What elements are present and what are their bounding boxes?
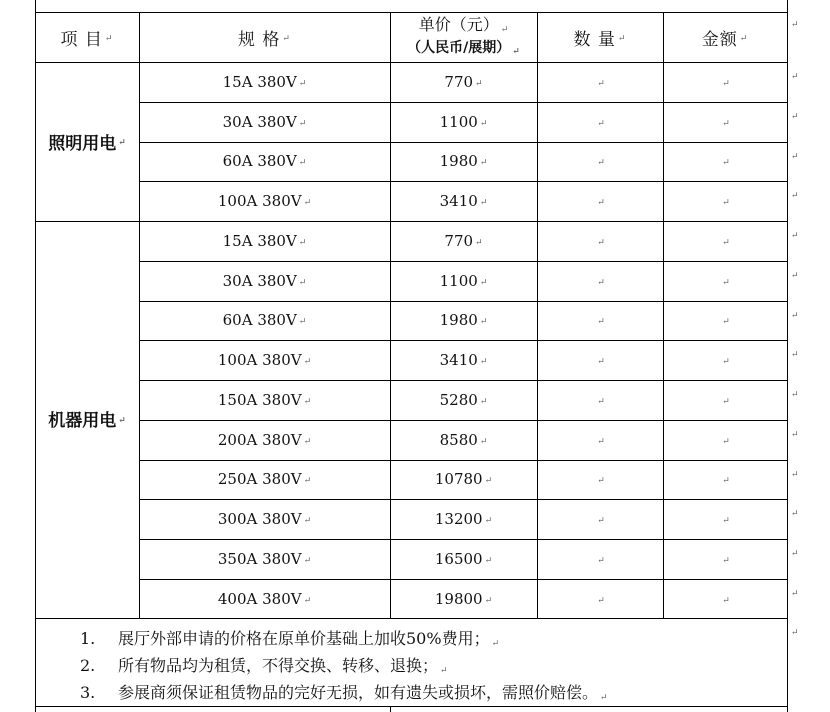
header-item-label: 项 目: [60, 29, 103, 50]
spec-cell: [139, 460, 390, 500]
price-cell-value: 3410: [439, 351, 478, 370]
row-end-mark: ↵: [791, 20, 799, 30]
paragraph-mark: ↵: [512, 46, 520, 57]
quantity-cell: [537, 380, 663, 420]
paragraph-mark: ↵: [298, 317, 307, 328]
paragraph-mark: ↵: [298, 237, 307, 248]
paragraph-mark: ↵: [104, 34, 114, 44]
paragraph-mark: ↵: [597, 317, 605, 328]
header-item: [35, 12, 139, 62]
group-label-lighting: [35, 62, 139, 220]
price-cell: [390, 499, 537, 539]
note-item: [80, 680, 608, 703]
spec-cell: [139, 62, 390, 102]
row-end-mark: ↵: [791, 151, 799, 162]
quantity-cell: [537, 102, 663, 142]
group-name: 照明用电: [48, 133, 117, 154]
note-text: 所有物品均为租赁，不得交换、转移、退换；: [118, 656, 439, 675]
header-price-line1: 单价（元）: [418, 14, 499, 34]
paragraph-mark: ↵: [298, 78, 307, 89]
amount-cell: [663, 181, 787, 221]
paragraph-mark: ↵: [722, 436, 730, 447]
price-cell-value: 1100: [439, 112, 478, 131]
amount-cell: [663, 420, 787, 460]
paragraph-mark: ↵: [597, 78, 605, 89]
paragraph-mark: ↵: [597, 396, 605, 407]
spec-cell: [139, 499, 390, 539]
row-end-mark: ↵: [791, 509, 799, 520]
paragraph-mark: ↵: [475, 237, 483, 248]
paragraph-mark: ↵: [722, 476, 730, 487]
paragraph-mark: ↵: [597, 277, 605, 288]
quantity-cell: [537, 579, 663, 619]
quantity-cell: [537, 221, 663, 261]
paragraph-mark: ↵: [479, 436, 488, 447]
spec-cell-value: 60A 380V: [222, 311, 297, 330]
amount-cell: [663, 62, 787, 102]
paragraph-mark: ↵: [722, 516, 730, 527]
paragraph-mark: ↵: [484, 516, 493, 527]
paragraph-mark: ↵: [597, 476, 605, 487]
amount-cell: [663, 261, 787, 301]
paragraph-mark: ↵: [722, 396, 730, 407]
amount-cell: [663, 380, 787, 420]
quantity-cell: [537, 539, 663, 579]
paragraph-mark: ↵: [303, 198, 312, 209]
row-end-mark: ↵: [791, 270, 799, 281]
spec-cell-value: 250A 380V: [217, 470, 302, 489]
paragraph-mark: ↵: [479, 118, 488, 129]
paragraph-mark: ↵: [303, 516, 312, 527]
amount-cell: [663, 499, 787, 539]
price-cell-value: 770: [444, 231, 474, 250]
paragraph-mark: ↵: [722, 118, 730, 129]
paragraph-mark: ↵: [722, 158, 730, 169]
spec-cell-value: 100A 380V: [217, 351, 302, 370]
row-end-mark: ↵: [791, 310, 799, 321]
group-name: 机器用电: [48, 411, 117, 431]
paragraph-mark: ↵: [484, 595, 493, 606]
paragraph-mark: ↵: [303, 555, 312, 566]
price-cell-value: 3410: [439, 192, 478, 211]
paragraph-mark: ↵: [500, 24, 509, 35]
note-number: 3.: [80, 683, 96, 702]
amount-cell: [663, 340, 787, 380]
row-end-mark: ↵: [791, 191, 799, 202]
price-cell: [390, 380, 537, 420]
spec-cell: [139, 380, 390, 420]
amount-cell: [663, 221, 787, 261]
header-amount-label: 金额: [701, 29, 738, 50]
grid-line-horizontal: [35, 706, 788, 707]
quantity-cell: [537, 142, 663, 182]
price-cell: [390, 460, 537, 500]
spec-cell: [139, 102, 390, 142]
group-label-machine: [35, 220, 139, 617]
price-cell: [390, 340, 537, 380]
spec-cell: [139, 301, 390, 341]
amount-cell: [663, 539, 787, 579]
header-spec: [139, 12, 390, 62]
spec-cell-value: 350A 380V: [217, 549, 302, 568]
price-cell-value: 16500: [434, 549, 483, 568]
price-cell-value: 10780: [434, 470, 483, 489]
price-cell-value: 8580: [439, 430, 478, 449]
paragraph-mark: ↵: [479, 158, 488, 169]
row-end-mark: ↵: [791, 628, 799, 638]
paragraph-mark: ↵: [303, 357, 312, 368]
paragraph-mark: ↵: [303, 396, 312, 407]
paragraph-mark: ↵: [597, 158, 605, 169]
price-cell-value: 1100: [439, 271, 478, 290]
spec-cell-value: 300A 380V: [217, 510, 302, 529]
header-price-line2: （人民币/展期）: [407, 39, 511, 56]
quantity-cell: [537, 62, 663, 102]
paragraph-mark: ↵: [600, 693, 608, 703]
paragraph-mark: ↵: [597, 198, 605, 209]
price-cell: [390, 539, 537, 579]
spec-cell-value: 30A 380V: [222, 271, 297, 290]
paragraph-mark: ↵: [722, 357, 730, 368]
paragraph-mark: ↵: [282, 34, 291, 44]
quantity-cell: [537, 420, 663, 460]
price-cell-value: 770: [444, 72, 474, 91]
paragraph-mark: ↵: [722, 317, 730, 328]
paragraph-mark: ↵: [739, 34, 749, 44]
row-end-mark: ↵: [791, 390, 799, 400]
row-end-mark: ↵: [791, 72, 799, 82]
row-end-mark: ↵: [791, 111, 799, 122]
quantity-cell: [537, 499, 663, 539]
paragraph-mark: ↵: [484, 555, 493, 566]
price-cell-value: 1980: [439, 152, 478, 171]
amount-cell: [663, 142, 787, 182]
price-cell: [390, 261, 537, 301]
paragraph-mark: ↵: [597, 555, 605, 566]
header-price: [390, 12, 537, 62]
price-cell-value: 19800: [434, 589, 483, 608]
paragraph-mark: ↵: [118, 415, 126, 426]
spec-cell: [139, 579, 390, 619]
spec-cell: [139, 340, 390, 380]
header-spec-label: 规 格: [238, 29, 281, 50]
amount-cell: [663, 102, 787, 142]
spec-cell: [139, 142, 390, 182]
paragraph-mark: ↵: [298, 277, 307, 288]
amount-cell: [663, 301, 787, 341]
amount-cell: [663, 579, 787, 619]
quantity-cell: [537, 340, 663, 380]
paragraph-mark: ↵: [722, 237, 730, 248]
spec-cell-value: 200A 380V: [217, 430, 302, 449]
paragraph-mark: ↵: [722, 555, 730, 566]
spec-cell-value: 15A 380V: [222, 231, 297, 250]
price-cell-value: 13200: [434, 510, 483, 529]
price-cell: [390, 102, 537, 142]
paragraph-mark: ↵: [475, 78, 483, 89]
row-end-mark: ↵: [791, 588, 799, 599]
note-text: 参展商须保证租赁物品的完好无损，如有遗失或损坏，需照价赔偿。: [118, 683, 599, 702]
paragraph-mark: ↵: [479, 198, 488, 209]
price-cell-value: 5280: [439, 390, 478, 409]
price-cell: [390, 221, 537, 261]
row-end-mark: ↵: [791, 549, 799, 559]
paragraph-mark: ↵: [722, 198, 730, 209]
paragraph-mark: ↵: [597, 436, 605, 447]
price-cell: [390, 579, 537, 619]
paragraph-mark: ↵: [597, 595, 605, 606]
spec-cell-value: 15A 380V: [222, 72, 297, 91]
paragraph-mark: ↵: [491, 639, 500, 649]
row-end-mark: ↵: [791, 469, 799, 480]
paragraph-mark: ↵: [617, 34, 627, 44]
spec-cell: [139, 420, 390, 460]
quantity-cell: [537, 460, 663, 500]
price-cell: [390, 181, 537, 221]
paragraph-mark: ↵: [479, 317, 488, 328]
paragraph-mark: ↵: [303, 436, 312, 447]
paragraph-mark: ↵: [597, 516, 605, 527]
spec-cell-value: 400A 380V: [217, 589, 302, 608]
paragraph-mark: ↵: [298, 158, 307, 169]
paragraph-mark: ↵: [722, 277, 730, 288]
row-end-mark: ↵: [791, 350, 799, 361]
spec-cell: [139, 261, 390, 301]
header-qty-label: 数 量: [573, 29, 616, 50]
paragraph-mark: ↵: [440, 666, 448, 676]
spec-cell-value: 30A 380V: [222, 112, 297, 131]
paragraph-mark: ↵: [484, 476, 493, 487]
note-number: 2.: [80, 656, 96, 675]
note-item: [80, 653, 448, 676]
paragraph-mark: ↵: [722, 595, 730, 606]
spec-cell-value: 60A 380V: [222, 152, 297, 171]
paragraph-mark: ↵: [597, 237, 605, 248]
quantity-cell: [537, 301, 663, 341]
row-end-mark: ↵: [791, 429, 799, 440]
header-qty: [537, 12, 663, 62]
price-cell: [390, 420, 537, 460]
note-text: 展厅外部申请的价格在原单价基础上加收50%费用；: [118, 629, 490, 648]
amount-cell: [663, 460, 787, 500]
paragraph-mark: ↵: [479, 277, 488, 288]
paragraph-mark: ↵: [118, 138, 126, 148]
spec-cell-value: 150A 380V: [217, 390, 302, 409]
note-number: 1.: [80, 629, 96, 648]
paragraph-mark: ↵: [597, 118, 605, 129]
paragraph-mark: ↵: [722, 78, 730, 89]
price-cell-value: 1980: [439, 311, 478, 330]
paragraph-mark: ↵: [597, 357, 605, 368]
note-item: [80, 626, 499, 649]
price-cell: [390, 142, 537, 182]
paragraph-mark: ↵: [303, 476, 312, 487]
price-cell: [390, 301, 537, 341]
spec-cell: [139, 181, 390, 221]
paragraph-mark: ↵: [479, 396, 488, 407]
spec-cell: [139, 221, 390, 261]
header-amount: [663, 12, 787, 62]
price-cell: [390, 62, 537, 102]
grid-line-vertical: [787, 0, 788, 712]
spec-cell-value: 100A 380V: [217, 192, 302, 211]
quantity-cell: [537, 261, 663, 301]
quantity-cell: [537, 181, 663, 221]
spec-cell: [139, 539, 390, 579]
row-end-mark: ↵: [791, 231, 799, 241]
paragraph-mark: ↵: [479, 357, 488, 368]
paragraph-mark: ↵: [303, 595, 312, 606]
paragraph-mark: ↵: [298, 118, 307, 129]
